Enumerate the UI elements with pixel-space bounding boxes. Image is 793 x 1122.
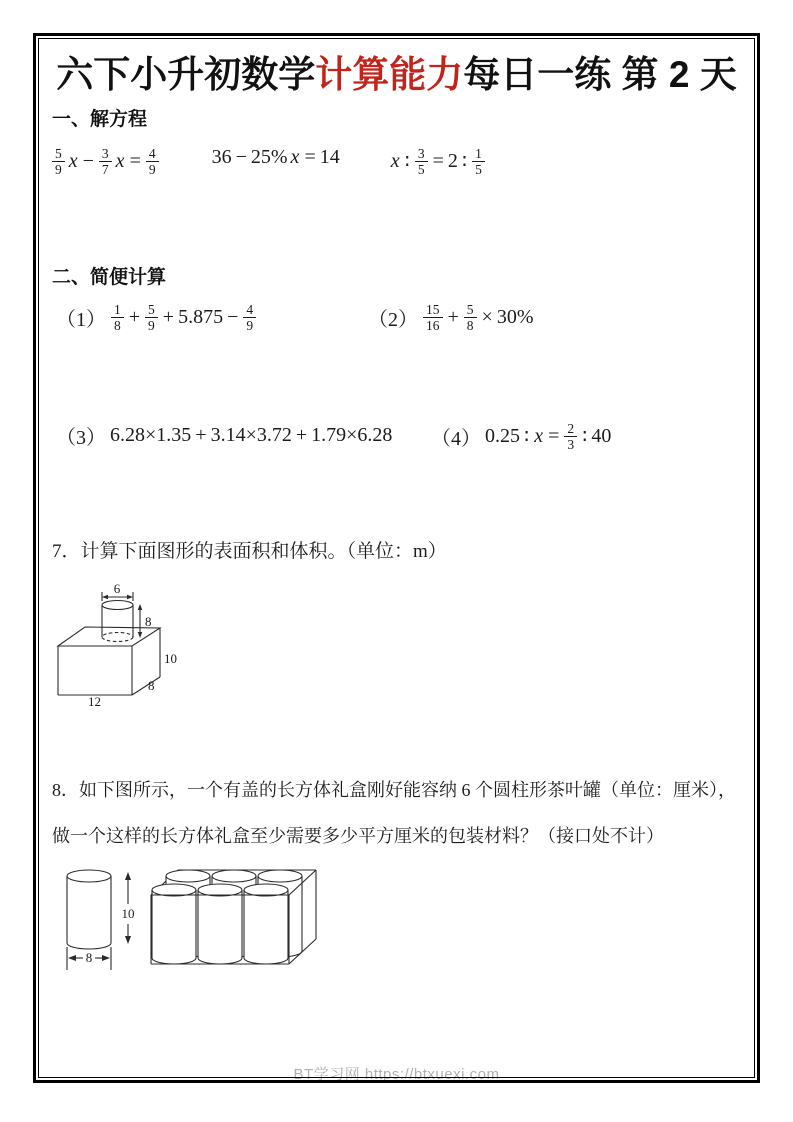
fraction-numerator: 1 [111, 302, 124, 318]
fraction-denominator: 16 [426, 318, 440, 334]
front-can-1-body [152, 890, 196, 964]
simplify-row-1 [48, 302, 745, 333]
front-can-3-body [244, 890, 288, 964]
question-8-figure [54, 863, 354, 998]
fraction-numerator: 2 [564, 421, 577, 437]
back-can-2-top [212, 870, 256, 882]
math-text: 6.28×1.35 [110, 424, 192, 447]
fraction [423, 302, 443, 333]
fraction-numerator: 1 [472, 146, 485, 162]
fraction [111, 302, 124, 333]
equation-3 [389, 146, 487, 177]
problem-4-expression [484, 421, 612, 452]
title-suffix: 每日一练 第 2 天 [463, 54, 737, 95]
math-text: 2 [447, 150, 458, 173]
fraction-numerator: 3 [99, 146, 112, 162]
problem-1-expression [109, 302, 258, 333]
cylinder-height-label: 8 [145, 614, 152, 630]
question-8-line1: 8．如下图所示，一个有盖的长方体礼盒刚好能容纳 6 个圆柱形茶叶罐（单位：厘米）， [52, 780, 736, 801]
dim6-left-arrow [102, 595, 108, 600]
fraction-numerator: 15 [423, 302, 443, 318]
fraction [243, 302, 256, 333]
cuboid-top-face [58, 627, 160, 646]
dim8-right-arrow [102, 955, 110, 961]
dim6-right-arrow [127, 595, 133, 600]
dim8cyl-bottom-arrow [138, 632, 143, 638]
fraction-denominator: 5 [417, 162, 425, 178]
math-operator: − [227, 306, 239, 329]
front-can-2-top [198, 884, 242, 896]
math-text: 1.79×6.28 [311, 424, 393, 447]
math-text: 36 [211, 145, 232, 168]
math-variable: x [534, 425, 544, 448]
math-operator: − [235, 145, 247, 168]
front-can-3-top [244, 884, 288, 896]
back-can-3-top [258, 870, 302, 882]
back-can-1-top [166, 870, 210, 882]
solve-equations-row [48, 146, 745, 177]
can-diameter-label: 8 [85, 950, 93, 966]
problem-2 [368, 302, 534, 333]
question-8-line2: 做一个这样的长方体礼盒至少需要多少平方厘米的包装材料？（接口处不计） [52, 826, 664, 847]
math-text: 40 [591, 425, 612, 448]
simplify-row-2 [48, 421, 745, 452]
front-row-cans [152, 884, 288, 964]
math-variable: x [290, 145, 300, 168]
front-can-2-body [198, 890, 242, 964]
page-border-inner [38, 38, 755, 1078]
math-text: 14 [319, 145, 340, 168]
fraction [564, 421, 577, 452]
math-operator: × [481, 306, 493, 329]
dim10-top-arrow [125, 872, 131, 880]
dim10-bottom-arrow [125, 936, 131, 944]
question-8-text [48, 767, 745, 859]
problem-3 [56, 421, 431, 450]
dim8-left-arrow [68, 955, 76, 961]
question-7-figure [50, 567, 280, 719]
fraction-numerator: 5 [52, 146, 65, 162]
equation-1 [50, 146, 161, 177]
math-operator: + [195, 424, 207, 447]
fraction [472, 146, 485, 177]
equation-2 [211, 146, 341, 169]
problem-3-expression [109, 424, 393, 447]
math-operator: = [304, 145, 316, 168]
box-height-label: 10 [164, 651, 177, 667]
fraction-denominator: 9 [148, 162, 156, 178]
math-operator: ∶ [404, 151, 410, 174]
cylinder-diameter-label: 6 [113, 581, 121, 597]
title-prefix: 六下小升初数学 [56, 54, 316, 95]
math-operator: + [128, 306, 141, 329]
math-operator: ∶ [524, 426, 530, 449]
math-operator: = [432, 150, 444, 173]
math-text: 25% [250, 145, 288, 168]
math-variable: x [68, 150, 78, 173]
problem-4 [431, 421, 612, 452]
dim8cyl-top-arrow [138, 604, 143, 610]
box-depth-label: 8 [148, 678, 155, 694]
math-variable: x [115, 150, 125, 173]
front-can-1-top [152, 884, 196, 896]
fraction [145, 302, 158, 333]
problem-1 [56, 302, 368, 333]
fraction-denominator: 8 [114, 318, 121, 334]
fraction-numerator: 3 [415, 146, 428, 162]
fraction-denominator: 9 [148, 318, 155, 334]
question-7-text: 7．计算下面图形的表面积和体积。（单位：m） [52, 541, 447, 563]
math-operator: ∶ [582, 426, 588, 449]
cylinder-top-ellipse [102, 601, 133, 610]
fraction [99, 146, 112, 177]
problem-2-label: （2） [368, 309, 418, 332]
cylinder-bottom-ellipse [102, 633, 133, 642]
problem-1-label: （1） [56, 309, 106, 332]
math-text: 5.875 [178, 306, 224, 329]
problem-4-label: （4） [431, 428, 481, 451]
fraction-numerator: 4 [243, 302, 256, 318]
math-operator: − [82, 150, 94, 173]
fraction-denominator: 3 [567, 437, 575, 453]
fraction-denominator: 8 [466, 318, 474, 334]
problem-2-expression [421, 302, 534, 333]
fraction [415, 146, 428, 177]
box-length-label: 12 [88, 694, 101, 710]
fraction [52, 146, 65, 177]
footer-watermark: BT学习网 https://btxuexi.com [293, 1066, 500, 1083]
math-variable: x [390, 150, 400, 173]
fraction-numerator: 5 [464, 302, 477, 318]
math-text: 0.25 [485, 425, 520, 448]
math-operator: = [548, 425, 560, 448]
section-1-heading: 一、解方程 [52, 109, 148, 131]
fraction [146, 146, 159, 177]
title-highlight: 计算能力 [315, 54, 464, 95]
fraction [464, 302, 477, 333]
can-bottom-arc [67, 943, 111, 949]
page-border-outer [33, 33, 760, 1083]
cuboid-bottom-right-edge [132, 677, 160, 695]
math-operator: = [129, 150, 141, 173]
can-height-label: 10 [121, 906, 135, 922]
fraction-numerator: 4 [146, 146, 159, 162]
fraction-denominator: 9 [246, 318, 254, 334]
math-operator: + [295, 424, 308, 447]
math-operator: + [447, 306, 459, 329]
math-operator: + [162, 306, 175, 329]
fraction-numerator: 5 [145, 302, 158, 318]
math-text: 3.14×3.72 [210, 424, 292, 447]
fraction-denominator: 5 [475, 162, 482, 178]
worksheet-title [48, 52, 745, 97]
math-operator: ∶ [461, 151, 468, 174]
section-2-heading: 二、简便计算 [52, 267, 167, 289]
fraction-denominator: 7 [101, 162, 109, 178]
math-text: 30% [496, 306, 534, 329]
problem-3-label: （3） [56, 427, 106, 450]
fraction-denominator: 9 [55, 162, 62, 178]
can-top-ellipse [67, 870, 111, 882]
